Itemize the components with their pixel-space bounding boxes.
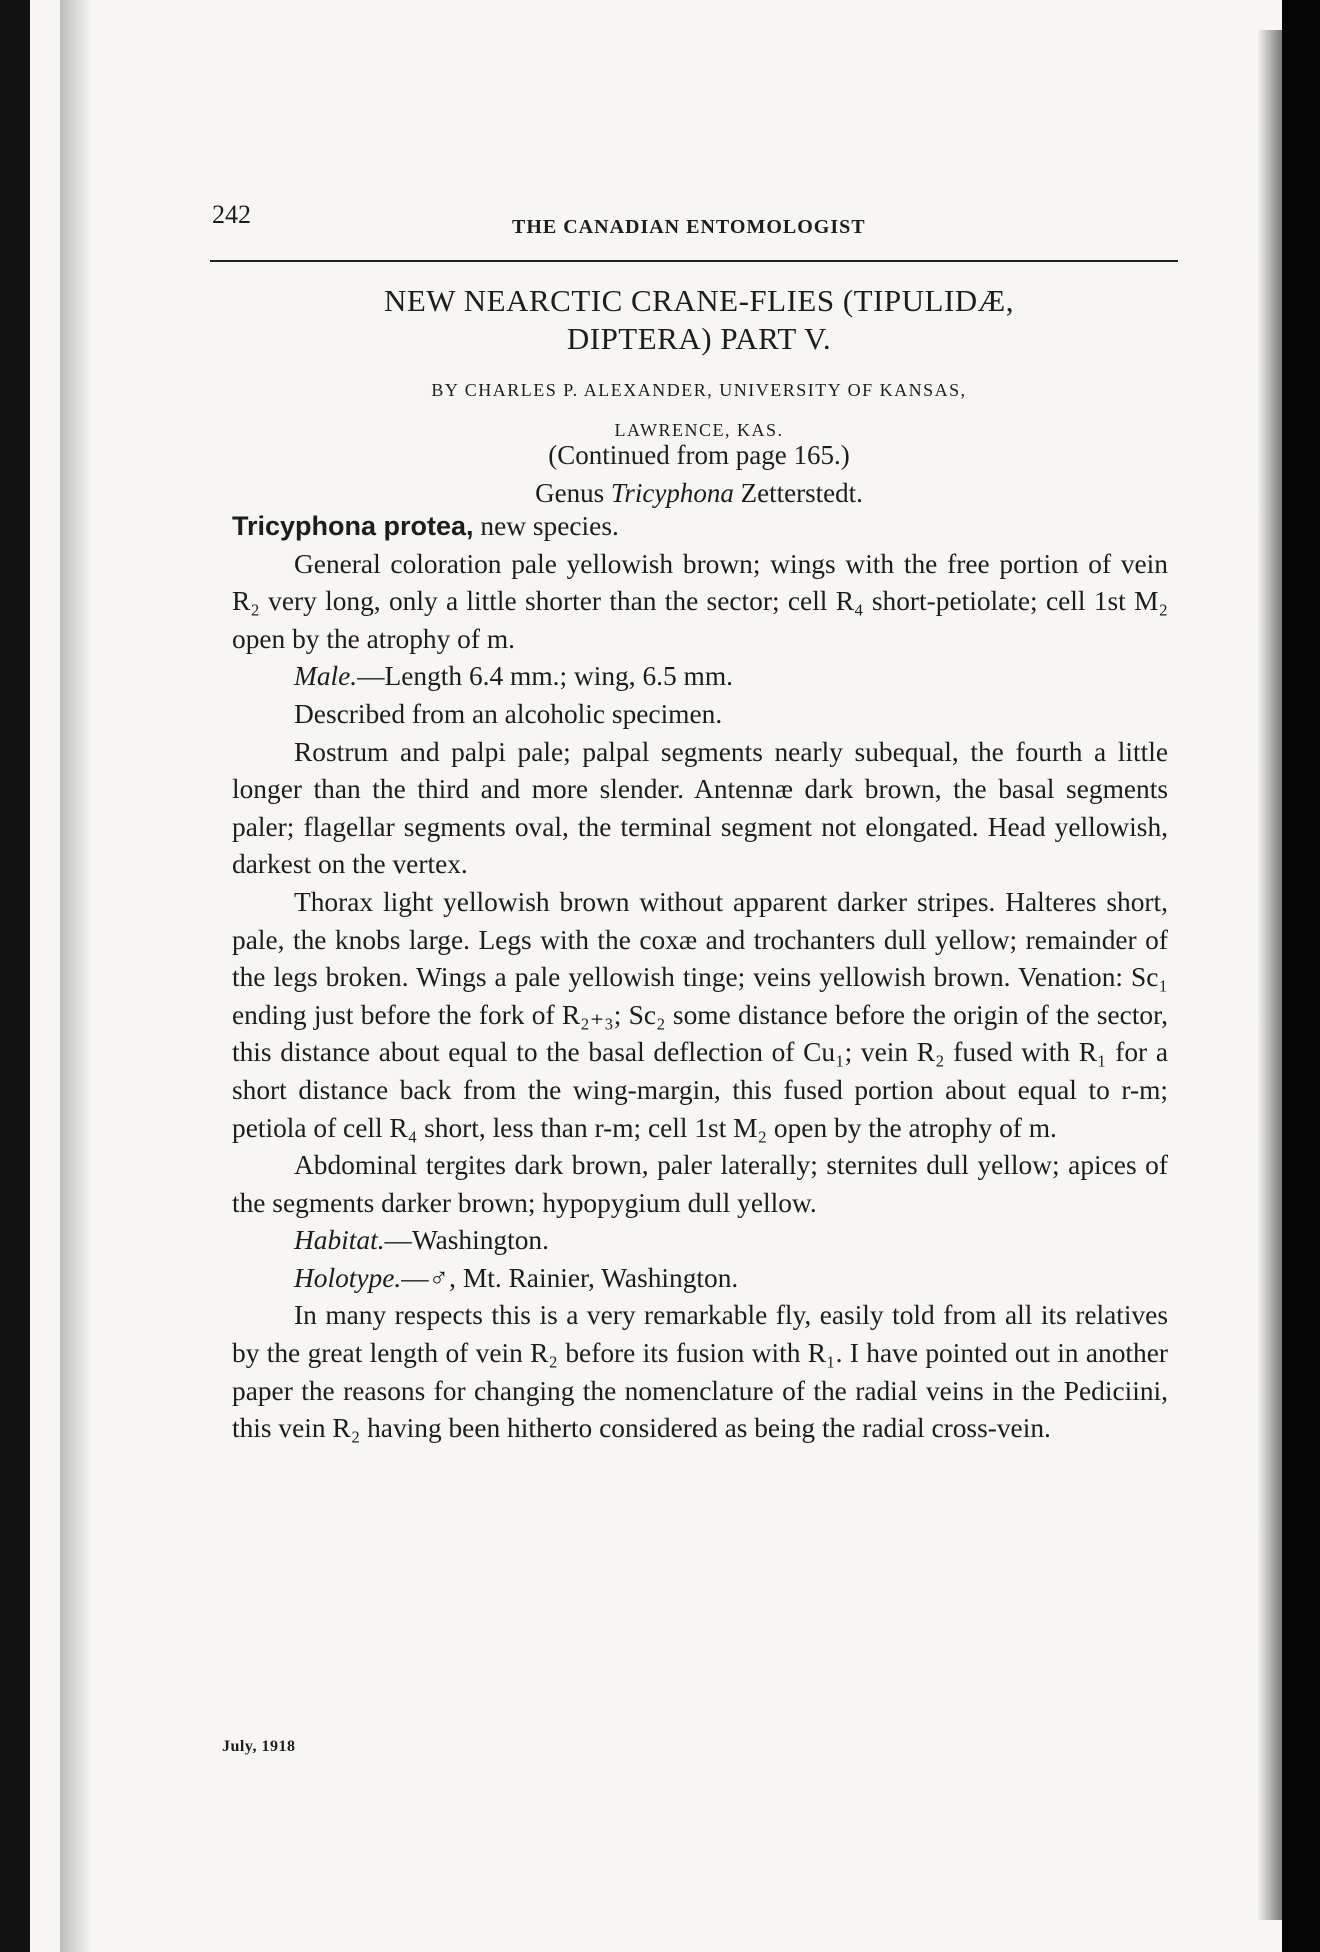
paragraph-head: Rostrum and palpi pale; palpal segments nearly subequal, the fourth a little longer than the third and more slender. Antennæ dark brown, the basal segments paler; flagellar segments oval, the terminal segment not elongated. Head yellowish, darkest on the vertex. bbox=[232, 736, 1168, 880]
paragraph-male bbox=[232, 658, 1168, 696]
byline-line-2: LAWRENCE, KAS. bbox=[614, 420, 784, 440]
habitat-label: Habitat. bbox=[294, 1225, 385, 1256]
genus-author: Zetterstedt. bbox=[733, 478, 863, 508]
male-text: —Length 6.4 mm.; wing, 6.5 mm. bbox=[357, 661, 733, 692]
paragraph-abdomen: Abdominal tergites dark brown, paler laterally; sternites dull yellow; apices of the segments darker brown; hypopygium dull yellow. bbox=[232, 1150, 1168, 1218]
paragraph-thorax: Thorax light yellowish brown without apparent darker stripes. Halteres short, pale, the knobs large. Legs with the coxæ and trochanters dull yellow; remainder of the legs broken. Wings a pale yellowish tinge; veins yellowish brown. Venation: Sc₁ ending just before the fork of R₂₊₃; Sc₂ some distance before the origin of the sector, this distance about equal to the basal deflection of Cu₁; vein R₂ fused with R₁ for a short distance back from the wing-margin, this fused portion about equal to r-m; petiola of cell R₄ short, less than r-m; cell 1st M₂ open by the atrophy of m. bbox=[232, 886, 1168, 1143]
paragraph-remarks: In many respects this is a very remarkable fly, easily told from all its relatives by the great length of vein R₂ before its fusion with R₁. I have pointed out in another paper the reasons for changing the nomenclature of the radial veins in the Pediciini, this vein R₂ having been hitherto considered as being the radial cross-vein. bbox=[232, 1300, 1168, 1444]
male-label: Male. bbox=[294, 661, 358, 692]
holotype-label: Holotype. bbox=[294, 1262, 402, 1293]
article-title bbox=[240, 282, 1158, 358]
species-status: new species. bbox=[473, 511, 619, 541]
holotype-text: —♂, Mt. Rainier, Washington. bbox=[401, 1262, 739, 1293]
genus-prefix: Genus bbox=[535, 478, 611, 508]
paragraph-habitat bbox=[232, 1222, 1168, 1260]
paragraph-holotype bbox=[232, 1260, 1168, 1298]
journal-title: THE CANADIAN ENTOMOLOGIST bbox=[512, 216, 866, 238]
paragraph-specimen: Described from an alcoholic specimen. bbox=[294, 698, 723, 729]
habitat-text: —Washington. bbox=[384, 1225, 549, 1256]
continued-note: (Continued from page 165.) bbox=[548, 440, 850, 470]
page-number: 242 bbox=[212, 200, 251, 229]
genus-heading bbox=[240, 478, 1158, 509]
species-heading bbox=[232, 508, 1168, 546]
issue-date: July, 1918 bbox=[222, 1738, 296, 1755]
article-title-line-2: DIPTERA) PART V. bbox=[566, 321, 832, 356]
article-body bbox=[232, 508, 1168, 1448]
paragraph-diagnosis: General coloration pale yellowish brown; wings with the free portion of vein R₂ very long, only a little shorter than the sector; cell R₄ short-petiolate; cell 1st M₂ open by the atrophy of m. bbox=[232, 548, 1168, 654]
byline-line-1: BY CHARLES P. ALEXANDER, UNIVERSITY OF KANSAS, bbox=[431, 380, 967, 400]
scan-border-right bbox=[1282, 0, 1320, 1952]
header-rule bbox=[210, 260, 1178, 262]
byline bbox=[240, 370, 1158, 450]
genus-name: Tricyphona bbox=[610, 478, 734, 508]
species-name: Tricyphona protea, bbox=[232, 511, 474, 541]
article-title-line-1: NEW NEARCTIC CRANE-FLIES (TIPULIDÆ, bbox=[383, 283, 1014, 318]
